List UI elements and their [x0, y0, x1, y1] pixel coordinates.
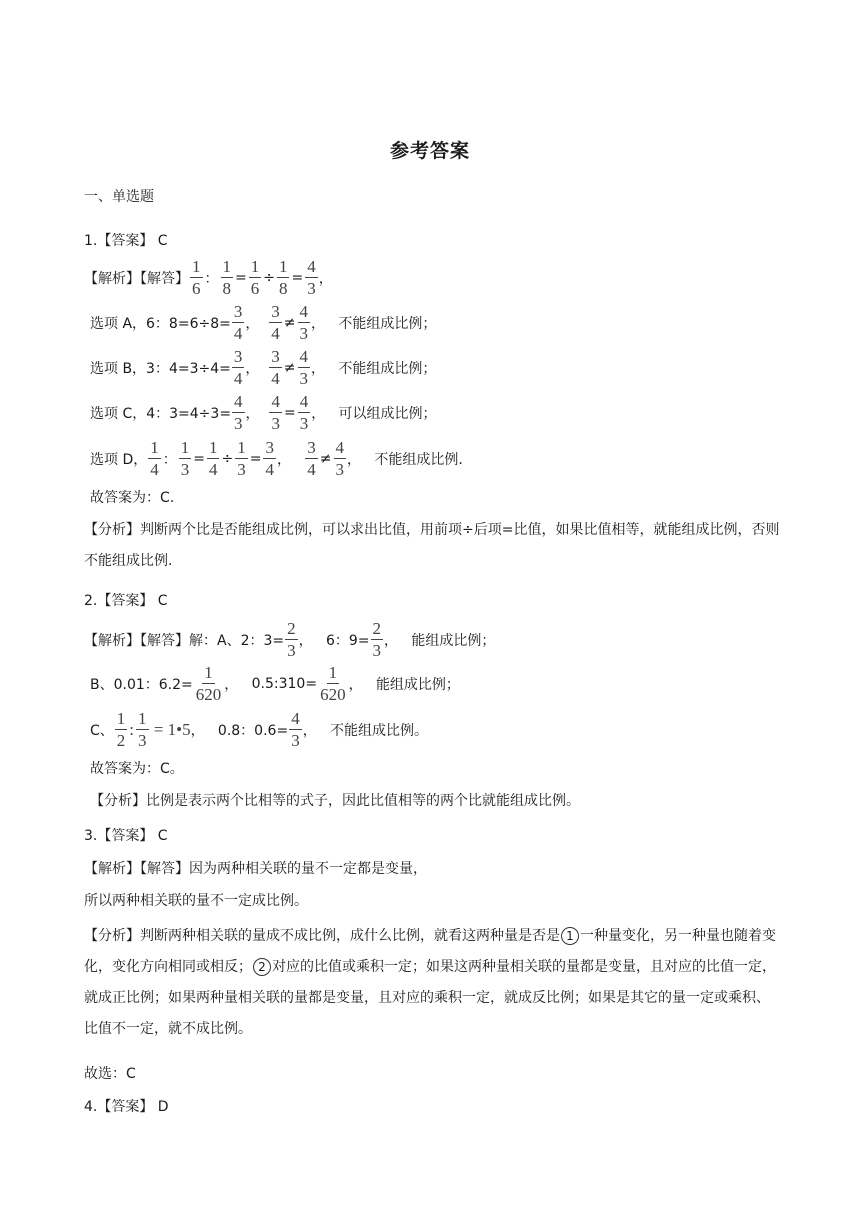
fraction: $\frac{1}{4}$ [150, 438, 159, 479]
fraction: $\frac{4}{3}$ [234, 392, 243, 433]
q3-conclusion: 故选：C [84, 1066, 136, 1082]
section-heading: 一、单选题 [84, 189, 154, 205]
fraction: $\frac{1}{3}$ [138, 709, 147, 750]
q3-answer: 3.【答案】 C [84, 828, 168, 844]
q1-option-b: 选项 B，3：4=3÷4= $\frac{3}{4}$ ， $\frac{3}{4}$ ≠ $\frac{4}{3}$ ， 不能组成比例； [90, 347, 437, 388]
q2-answer: 2.【答案】 C [84, 593, 168, 609]
q2-line-a: 【解析】【解答】解：A、2：3= $\frac{2}{3}$ ， 6：9= $\frac{2}{3}$ ， 能组成比例； [84, 619, 496, 660]
fraction: $\frac{4}{3}$ [299, 347, 309, 388]
fraction: $\frac{1}{4}$ [208, 438, 218, 479]
q3-solution-line1: 【解析】【解答】因为两种相关联的量不一定都是变量， [84, 861, 427, 877]
fraction: $\frac{1}{620}$ [320, 663, 346, 704]
fraction: $\frac{4}{3}$ [299, 392, 309, 433]
fraction: $\frac{3}{4}$ [271, 302, 280, 343]
q1-option-a: 选项 A，6：8=6÷8= $\frac{3}{4}$ ， $\frac{3}{4}$ ≠ $\frac{4}{3}$ ， 不能组成比例； [90, 302, 437, 343]
q1-solution-label: 【解析】【解答】 [84, 270, 189, 287]
q1-answer: 1.【答案】 C [84, 233, 168, 249]
fraction: $\frac{1}{3}$ [180, 438, 190, 479]
q2-conclusion: 故答案为：C。 [90, 761, 184, 777]
fraction: $\frac{4}{3}$ [335, 438, 345, 479]
q3-analysis: 【分析】判断两种相关联的量成不成比例，成什么比例，就看这两种量是否是 1 一种量变化，另一种量也随着变化，变化方向相同或相反； 2 对应的比值或乘积一定；如果这两种量相关联的量都是变量，且对应的比值一定，就成正比例；如果两种量相关联的量都是变量，且对应的乘积一定，就成反比例；如果是其它的量一定或乘积、比值不一定，就不成比例。 [84, 928, 776, 1037]
fraction: $\frac{4}{3}$ [307, 257, 316, 298]
fraction: $\frac{1}{6}$ [250, 257, 260, 298]
fraction: $\frac{1}{620}$ [195, 663, 222, 704]
q1-conclusion: 故答案为：C. [90, 490, 175, 506]
q1-option-c: 选项 C，4：3=4÷3= $\frac{4}{3}$ ， $\frac{4}{3}$ = $\frac{4}{3}$ ， 可以组成比例； [90, 392, 437, 433]
fraction: $\frac{3}{4}$ [271, 347, 280, 388]
fraction: $\frac{4}{3}$ [299, 302, 308, 343]
q2-line-c: C、 $\frac{1}{2}$ : $\frac{1}{3}$ = 1•5 ， 0.8：0.6= $\frac{4}{3}$ ， 不能组成比例。 [90, 709, 429, 750]
fraction: $\frac{1}{6}$ [192, 257, 201, 298]
fraction: $\frac{3}{4}$ [233, 347, 243, 388]
page-title: 参考答案 [389, 140, 470, 162]
fraction: $\frac{3}{4}$ [233, 302, 243, 343]
q2-line-b: B、0.01：6.2= $\frac{1}{620}$ ， 0.5:310= $\frac{1}{620}$ ， 能组成比例； [90, 663, 460, 704]
fraction: $\frac{1}{2}$ [116, 709, 126, 750]
circled-number-1: 1 [561, 927, 579, 945]
fraction: $\frac{3}{4}$ [265, 438, 274, 479]
fraction: $\frac{1}{8}$ [278, 257, 288, 298]
fraction: $\frac{1}{3}$ [237, 438, 246, 479]
fraction: $\frac{1}{8}$ [222, 257, 231, 298]
q1-analysis: 【分析】判断两个比是否能组成比例，可以求出比值，用前项÷后项=比值，如果比值相等，就能组成比例，否则不能组成比例. [84, 522, 780, 569]
q2-analysis: 【分析】比例是表示两个比相等的式子，因此比值相等的两个比就能组成比例。 [90, 793, 580, 809]
fraction: $\frac{2}{3}$ [372, 619, 382, 660]
q1-solution-line: 【解析】【解答】 $\frac{1}{6}$ ： $\frac{1}{8}$ = $\frac{1}{6}$ ÷ $\frac{1}{8}$ = $\frac{4}{3}$ ， [84, 257, 333, 298]
fraction: $\frac{2}{3}$ [287, 619, 296, 660]
q1-option-d: 选项 D， $\frac{1}{4}$ ： $\frac{1}{3}$ = $\frac{1}{4}$ ÷ $\frac{1}{3}$ = $\frac{3}{4}$ ， $\frac{3}{4}$ ≠ $\frac{4}{3}$ ， 不能组成比例. [90, 438, 463, 479]
fraction: $\frac{4}{3}$ [271, 392, 280, 433]
q4-answer: 4.【答案】 D [84, 1099, 169, 1115]
fraction: $\frac{4}{3}$ [291, 709, 300, 750]
q3-solution-line2: 所以两种相关联的量不一定成比例。 [84, 893, 308, 909]
fraction: $\frac{3}{4}$ [307, 438, 316, 479]
circled-number-2: 2 [253, 958, 271, 976]
